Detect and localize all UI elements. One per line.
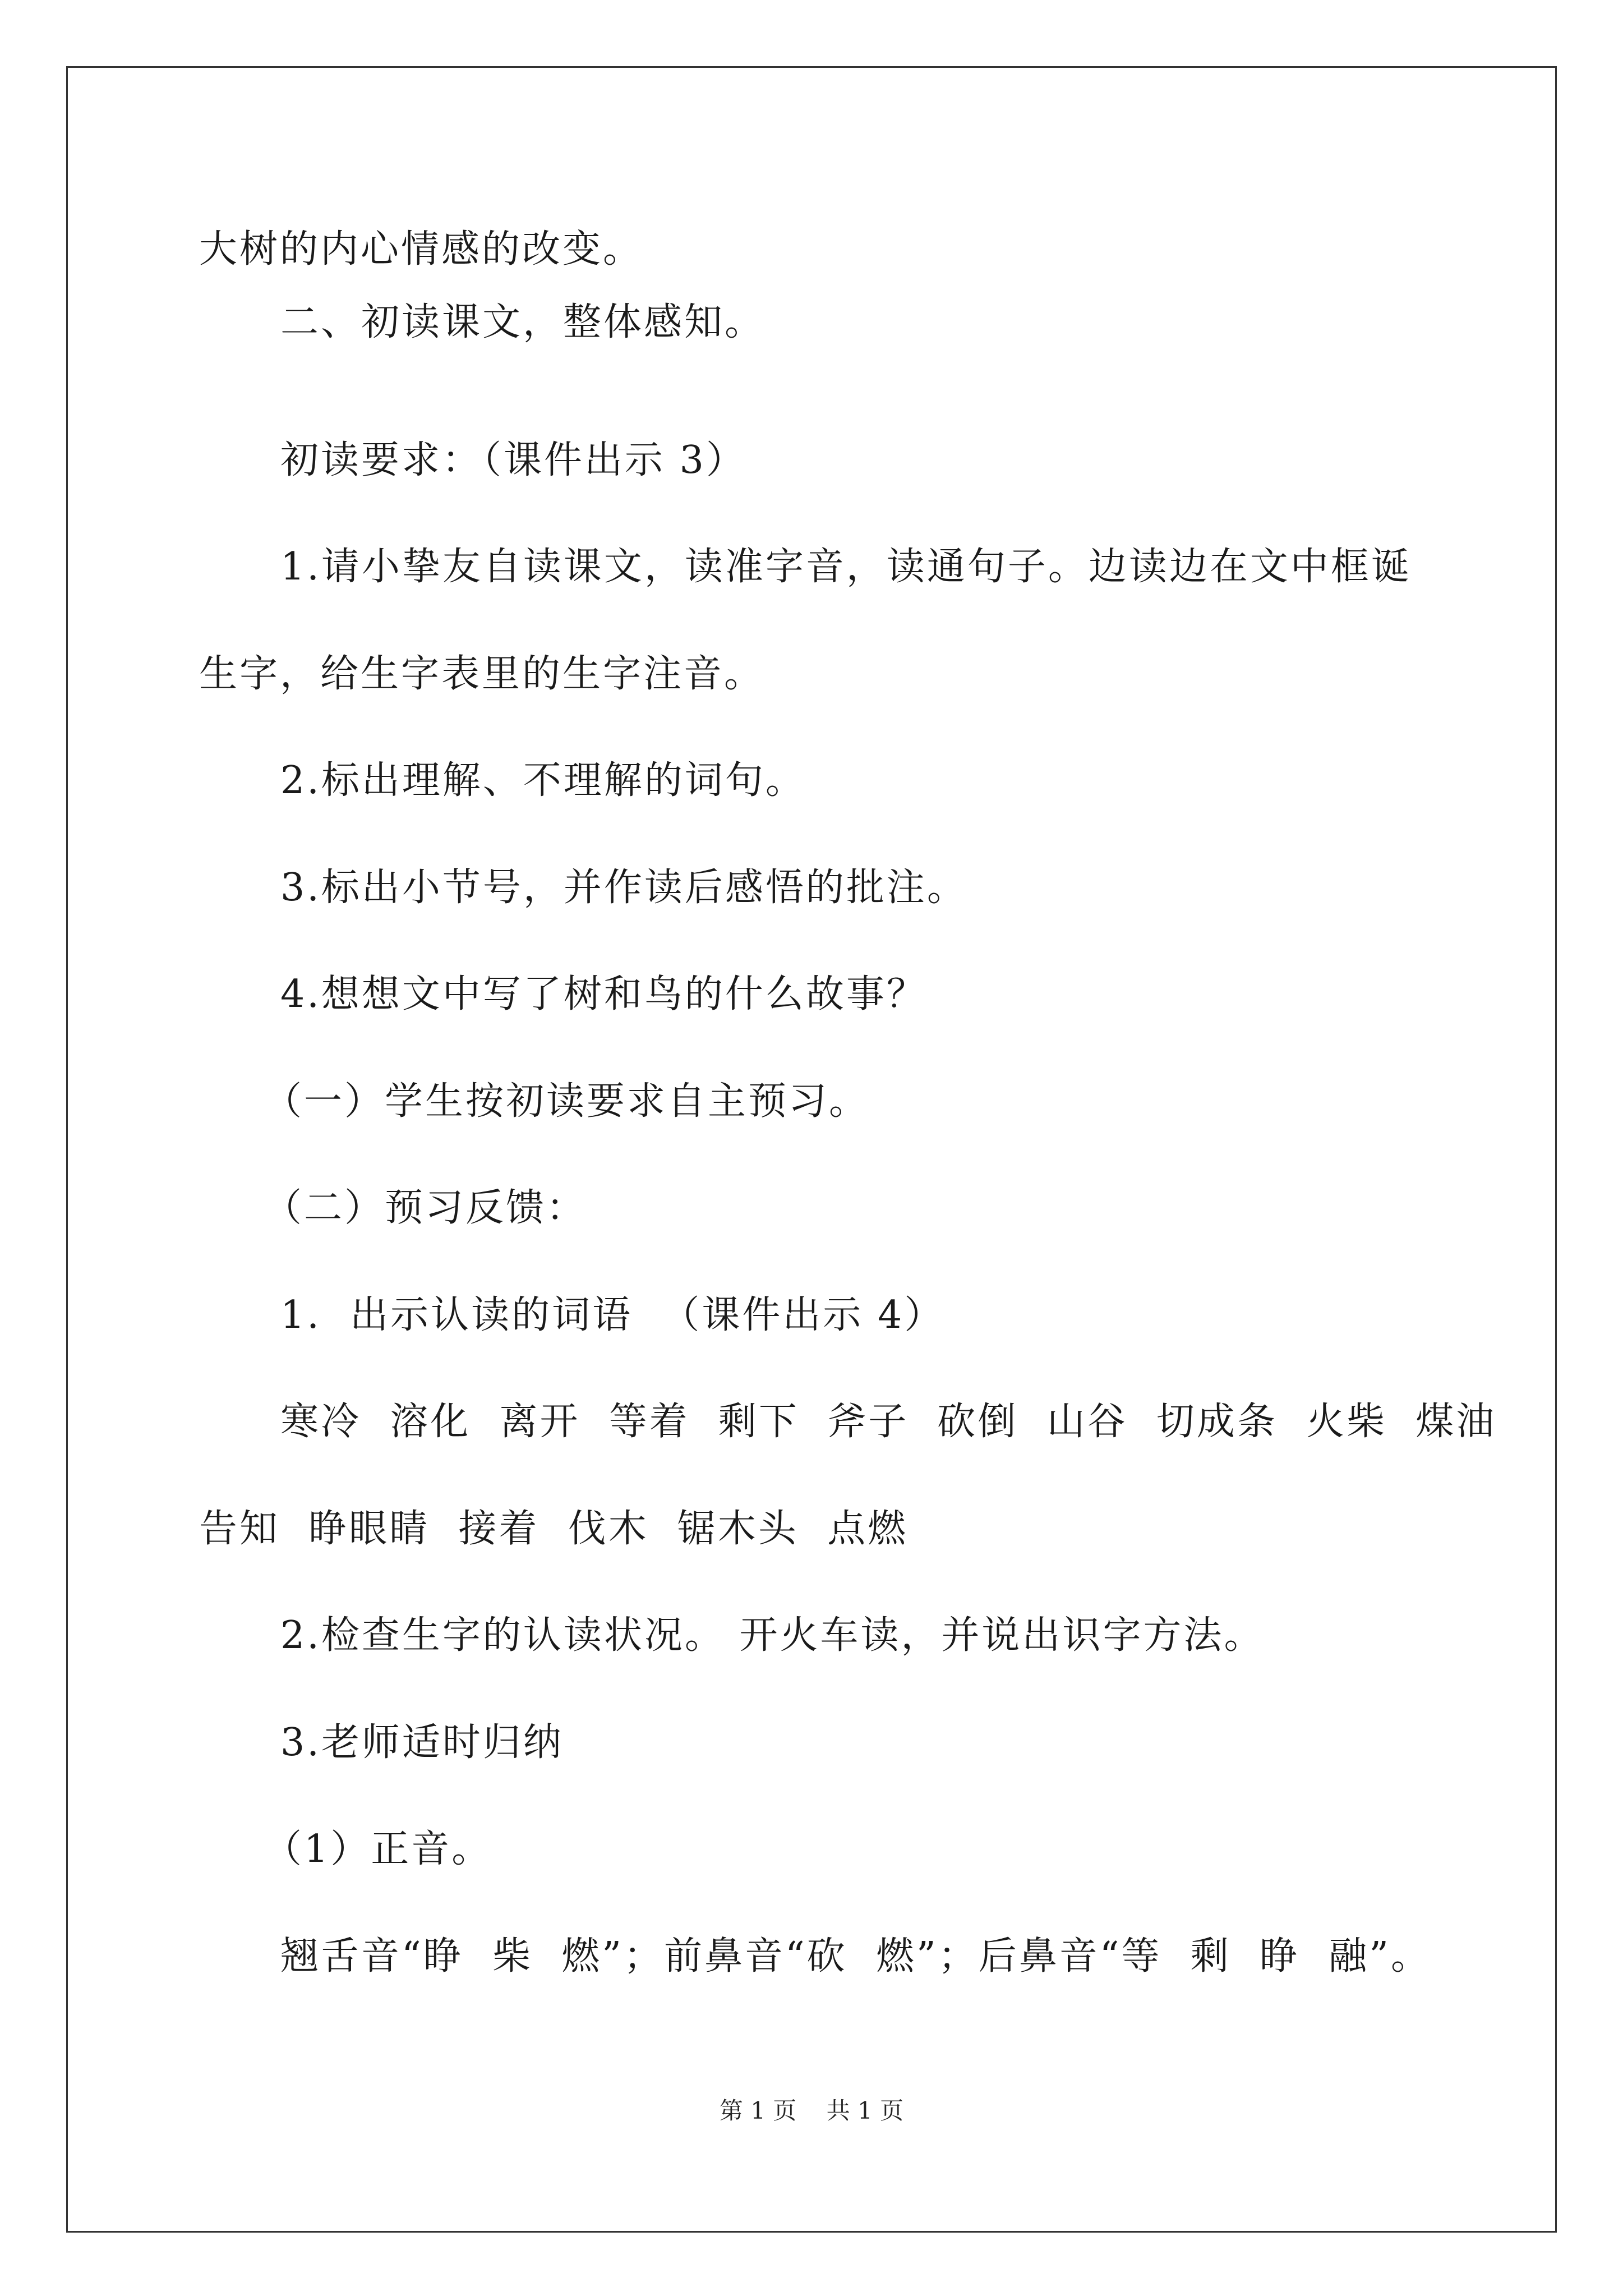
list-item-3: 3.标出小节号，并作读后感悟的批注。 bbox=[280, 866, 967, 910]
list-item-check: 2.检查生字的认读状况。 开火车读，并说出识字方法。 bbox=[280, 1613, 1265, 1658]
text-line-requirements: 初读要求：（课件出示 3） bbox=[280, 438, 746, 482]
list-item-1: 1.请小挚友自读课文，读准字音，读通句子。边读边在文中框诞 bbox=[280, 545, 1412, 589]
text-line-1: 大树的内心情感的改变。 bbox=[199, 227, 644, 272]
pronunciation-detail: 翘舌音“睁 柴 燃”；前鼻音“砍 燃”；后鼻音“等 剩 睁 融”。 bbox=[280, 1934, 1431, 1978]
list-item-2: 2.标出理解、不理解的词句。 bbox=[280, 758, 806, 803]
subsection-pronunciation: （1）正音。 bbox=[264, 1827, 492, 1871]
page-border bbox=[66, 66, 1557, 2233]
list-item-1-continued: 生字，给生字表里的生字注音。 bbox=[199, 652, 765, 696]
section-heading-first-reading: 二、初读课文，整体感知。 bbox=[280, 300, 766, 344]
subsection-2: （二）预习反馈： bbox=[264, 1186, 587, 1230]
vocab-line-1: 寒冷 溶化 离开 等着 剩下 斧子 砍倒 山谷 切成条 火柴 煤油 bbox=[280, 1400, 1497, 1444]
page-footer: 第 1 页 共 1 页 bbox=[719, 2097, 904, 2124]
list-item-4: 4.想想文中写了树和鸟的什么故事？ bbox=[280, 972, 927, 1016]
vocab-heading: 1. 出示认读的词语 （课件出示 4） bbox=[280, 1293, 945, 1337]
subsection-1: （一）学生按初读要求自主预习。 bbox=[264, 1079, 870, 1124]
vocab-line-2: 告知 睁眼睛 接着 伐木 锯木头 点燃 bbox=[199, 1507, 909, 1551]
list-item-summary: 3.老师适时归纳 bbox=[280, 1720, 564, 1765]
